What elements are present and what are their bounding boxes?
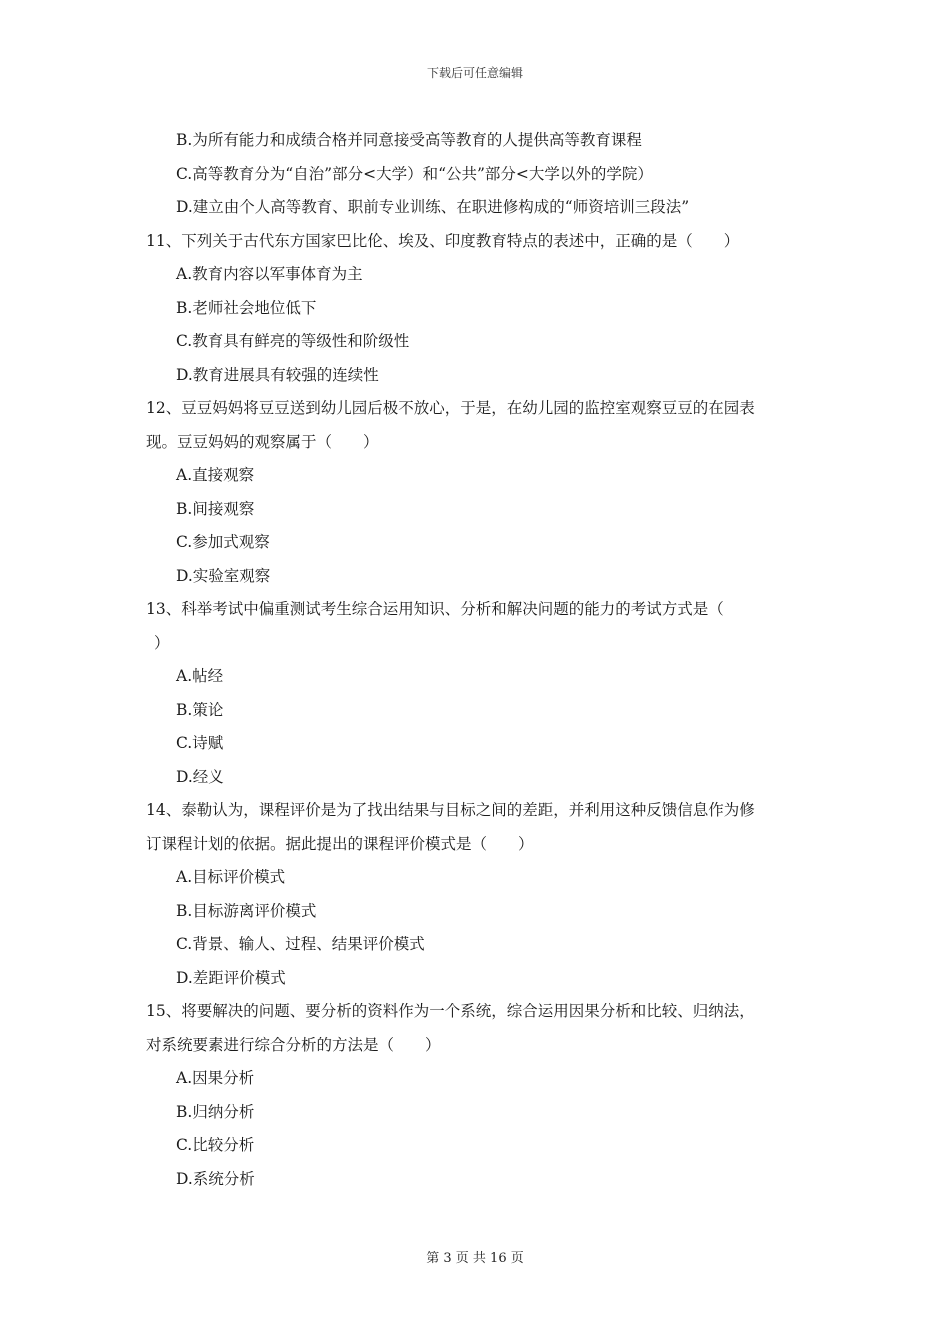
option-line: C.高等教育分为“自治”部分<大学）和“公共”部分<大学以外的学院） <box>176 164 653 183</box>
option-line: A.教育内容以军事体育为主 <box>176 265 363 283</box>
question-15: 15、将要解决的问题、要分析的资料作为一个系统，综合运用因果分析和比较、归纳法， <box>146 1002 755 1020</box>
page-number: 第 3 页 共 16 页 <box>426 1251 524 1266</box>
option-line: B.间接观察 <box>176 499 255 518</box>
option-line: D.教育进展具有较强的连续性 <box>176 365 379 384</box>
question-13: 13、科举考试中偏重测试考生综合运用知识、分析和解决问题的能力的考试方式是（ <box>146 600 724 618</box>
option-line: A.帖经 <box>176 667 224 685</box>
option-line: C.诗赋 <box>176 734 224 752</box>
question-continuation: 订课程计划的依据。据此提出的课程评价模式是（ ） <box>146 834 534 853</box>
question-14: 14、泰勒认为，课程评价是为了找出结果与目标之间的差距，并利用这种反馈信息作为修 <box>146 801 755 819</box>
question-11: 11、下列关于古代东方国家巴比伦、埃及、印度教育特点的表述中，正确的是（ ） <box>146 231 740 250</box>
option-line: A.目标评价模式 <box>176 868 286 886</box>
option-line: B.策论 <box>176 700 224 719</box>
option-line: C.比较分析 <box>176 1136 255 1154</box>
option-line: D.实验室观察 <box>176 566 271 585</box>
document-body <box>146 124 826 1196</box>
option-line: D.建立由个人高等教育、职前专业训练、在职进修构成的“师资培训三段法” <box>176 198 690 216</box>
option-line: B.归纳分析 <box>176 1102 255 1121</box>
option-line: A.直接观察 <box>176 466 255 484</box>
option-line: C.教育具有鲜亮的等级性和阶级性 <box>176 332 410 350</box>
question-continuation: ） <box>154 633 170 652</box>
option-line: C.参加式观察 <box>176 533 270 551</box>
question-continuation: 现。豆豆妈妈的观察属于（ ） <box>146 432 379 451</box>
question-12: 12、豆豆妈妈将豆豆送到幼儿园后极不放心，于是，在幼儿园的监控室观察豆豆的在园表 <box>146 399 755 417</box>
page-header: 下载后可任意编辑 <box>426 66 523 80</box>
option-line: D.经义 <box>176 767 224 786</box>
option-line: A.因果分析 <box>176 1069 255 1087</box>
question-continuation: 对系统要素进行综合分析的方法是（ ） <box>146 1035 441 1054</box>
option-line: B.为所有能力和成绩合格并同意接受高等教育的人提供高等教育课程 <box>176 131 642 149</box>
option-line: D.差距评价模式 <box>176 968 286 987</box>
option-line: B.目标游离评价模式 <box>176 901 317 920</box>
option-line: B.老师社会地位低下 <box>176 298 317 317</box>
option-line: C.背景、输人、过程、结果评价模式 <box>176 935 425 953</box>
option-line: D.系统分析 <box>176 1169 255 1188</box>
